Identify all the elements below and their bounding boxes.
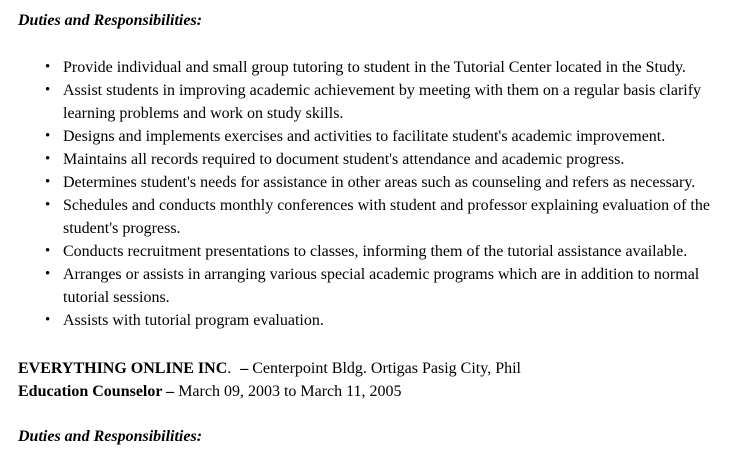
duty-item: • Conducts recruitment presentations to classes, informing them of the tutorial assistance available.	[63, 240, 713, 263]
duty-item: • Determines student's needs for assistance in other areas such as counseling and refers as necessary.	[63, 171, 713, 194]
job-title: Education Counselor –	[18, 383, 175, 400]
employer-block	[18, 357, 713, 403]
company-line	[18, 357, 713, 380]
duties-heading-2: Duties and Responsibilities:	[18, 428, 203, 445]
duties-list	[18, 56, 713, 332]
job-dates: March 09, 2003 to March 11, 2005	[174, 383, 402, 400]
duty-item: • Assists with tutorial program evaluation.	[63, 309, 713, 332]
duties-heading-1: Duties and Responsibilities:	[18, 12, 203, 29]
duty-item: • Maintains all records required to document student's attendance and academic progress.	[63, 148, 713, 171]
company-name: EVERYTHING ONLINE INC	[18, 360, 228, 377]
duty-item: • Schedules and conducts monthly conferences with student and professor explaining evaluation of the student's progress.	[63, 194, 713, 240]
company-location: Centerpoint Bldg. Ortigas Pasig City, Phil	[248, 360, 521, 377]
job-title-line	[18, 380, 713, 403]
company-separator: .	[227, 360, 236, 377]
duty-item: • Designs and implements exercises and activities to facilitate student's academic improvement.	[63, 125, 713, 148]
company-dash: –	[240, 360, 249, 377]
duty-item: • Assist students in improving academic achievement by meeting with them on a regular basis clarify learning problems and work on study skills.	[63, 79, 713, 125]
duty-item: • Arranges or assists in arranging various special academic programs which are in addition to normal tutorial sessions.	[63, 263, 713, 309]
duty-item: • Provide individual and small group tutoring to student in the Tutorial Center located in the Study.	[63, 56, 713, 79]
